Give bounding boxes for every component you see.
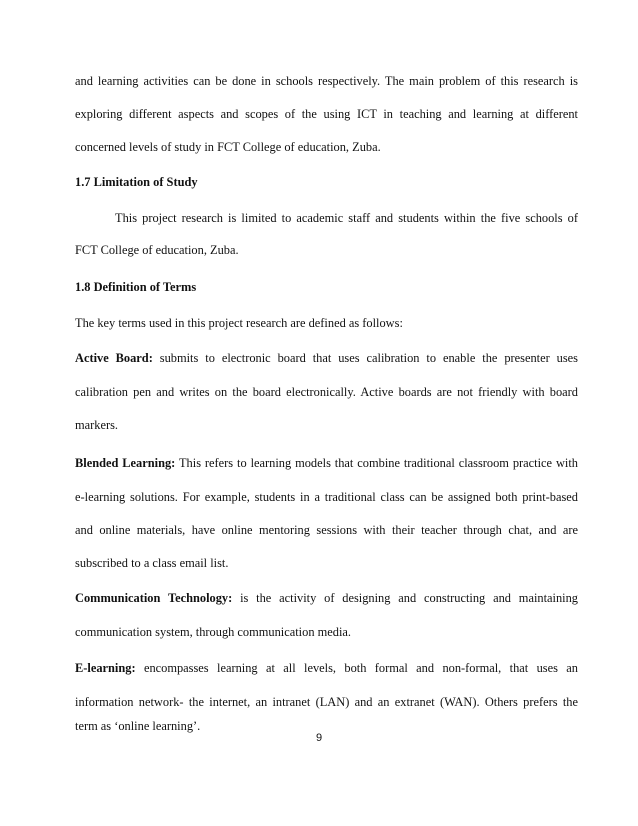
term-blended-learning-line-1 — [75, 455, 578, 471]
section-heading-definition: 1.8 Definition of Terms — [75, 280, 197, 294]
term-communication-technology-line-1 — [75, 590, 578, 606]
term-blended-learning-line-2: e-learning solutions. For example, students in a traditional class can be assigned both print-based — [75, 490, 578, 504]
term-elearning: E-learning: — [75, 661, 136, 675]
term-elearning-line-3: term as ‘online learning’. — [75, 719, 201, 733]
page-number: 9 — [315, 732, 323, 744]
term-active-board-line-3: markers. — [75, 418, 119, 432]
term-elearning-line-1 — [75, 660, 578, 676]
term-active-board: Active Board: — [75, 351, 153, 365]
term-communication-technology: Communication Technology: — [75, 591, 233, 605]
term-blended-learning-line-3: and online materials, have online mentoring sessions with their teacher through chat, and are — [75, 523, 578, 537]
limitation-line-1: This project research is limited to academic staff and students within the five schools of — [115, 211, 578, 225]
term-blended-learning: Blended Learning: — [75, 456, 176, 470]
term-active-board-line-1 — [75, 350, 578, 366]
term-communication-technology-line-2: communication system, through communication media. — [75, 625, 351, 639]
term-blended-learning-line-4: subscribed to a class email list. — [75, 556, 229, 570]
intro-line-1: and learning activities can be done in schools respectively. The main problem of this research is — [75, 74, 578, 88]
term-active-board-line-2: calibration pen and writes on the board electronically. Active boards are not friendly with board — [75, 385, 578, 399]
term-communication-technology-text: is the activity of designing and constructing and maintaining — [232, 591, 578, 605]
limitation-line-2: FCT College of education, Zuba. — [75, 243, 239, 257]
term-blended-learning-text: This refers to learning models that combine traditional classroom practice with — [175, 456, 578, 470]
definitions-intro: The key terms used in this project research are defined as follows: — [75, 316, 403, 330]
term-active-board-text: submits to electronic board that uses calibration to enable the presenter uses — [152, 351, 578, 365]
intro-line-2: exploring different aspects and scopes of the using ICT in teaching and learning at different — [75, 107, 578, 121]
intro-line-3: concerned levels of study in FCT College of education, Zuba. — [75, 140, 381, 154]
term-elearning-line-2: information network- the internet, an intranet (LAN) and an extranet (WAN). Others prefers the — [75, 695, 578, 709]
term-elearning-text: encompasses learning at all levels, both formal and non-formal, that uses an — [135, 661, 578, 675]
section-heading-limitation: 1.7 Limitation of Study — [75, 175, 198, 189]
